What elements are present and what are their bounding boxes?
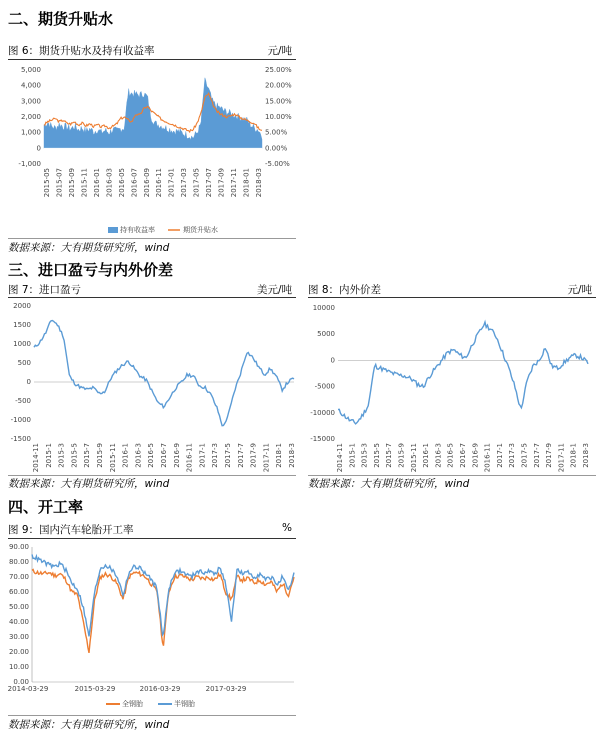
fig9-y-tick-0: 90.00: [8, 543, 29, 551]
fig6-x-tick-11: 2017-03: [180, 168, 189, 198]
fig7-series-0-line: [34, 321, 294, 426]
fig6-yright-tick-1: 20.00%: [265, 81, 292, 90]
fig6-x-tick-10: 2017-01: [167, 168, 176, 198]
fig6-yright-tick-0: 25.00%: [265, 66, 292, 74]
fig8-x-tick-20: 2018-3: [582, 443, 590, 468]
fig8-x-tick-13: 2017-1: [495, 443, 504, 468]
figure-6-chart: [8, 60, 296, 238]
fig7-x-tick-0: 2014-11: [32, 443, 40, 473]
fig6-yright-tick-3: 10.00%: [265, 113, 292, 121]
fig7-x-tick-11: 2016-9: [172, 443, 181, 468]
fig8-x-tick-16: 2017-7: [532, 443, 541, 468]
figure-7-title: 图 7：进口盈亏: [8, 284, 82, 296]
figure-6-bottom-rule: [8, 238, 296, 239]
fig8-x-tick-2: 2015-3: [360, 443, 369, 468]
figure-8-chart: [308, 298, 596, 474]
fig7-x-tick-3: 2015-5: [70, 443, 79, 468]
fig8-x-tick-0: 2014-11: [336, 443, 344, 473]
fig7-x-tick-19: 2018-1: [275, 443, 284, 468]
fig8-x-tick-8: 2016-3: [434, 443, 443, 468]
fig7-y-tick-3: 500: [17, 359, 31, 367]
fig9-y-tick-8: 10.00: [8, 663, 29, 671]
fig7-y-tick-7: -1500: [10, 435, 31, 443]
fig7-x-tick-12: 2016-11: [185, 443, 194, 473]
fig9-y-tick-6: 30.00: [8, 633, 29, 641]
fig6-legend-line-label: 期货升贴水: [183, 226, 218, 234]
fig6-x-tick-2: 2015-09: [67, 168, 76, 198]
fig8-y-tick-3: -5000: [314, 382, 335, 391]
fig6-yleft-tick-5: 0: [36, 144, 41, 153]
fig6-yright-tick-6: -5.00%: [265, 160, 290, 168]
figure-6-source: 数据来源：大有期货研究所，wind: [8, 242, 170, 254]
fig8-y-tick-2: 0: [330, 356, 335, 365]
section-heading-operating-rate: 四、开工率: [8, 498, 84, 516]
fig7-x-tick-4: 2015-7: [83, 443, 92, 468]
fig7-y-tick-1: 1500: [13, 321, 31, 329]
fig8-x-tick-7: 2016-1: [422, 443, 431, 468]
fig9-x-tick-3: 2017-03-29: [205, 685, 247, 693]
fig7-y-tick-0: 2000: [13, 302, 31, 310]
fig6-x-tick-3: 2015-11: [80, 168, 89, 198]
fig7-x-tick-2: 2015-3: [57, 443, 66, 468]
fig6-x-tick-16: 2018-01: [242, 168, 251, 198]
figure-9-chart: [8, 539, 296, 714]
fig6-x-tick-9: 2016-11: [155, 168, 164, 198]
section-heading-futures-basis: 二、期货升贴水: [8, 10, 114, 28]
fig6-x-tick-0: 2015-05: [43, 168, 51, 198]
fig7-x-tick-7: 2016-1: [121, 443, 130, 468]
fig7-x-tick-9: 2016-5: [147, 443, 156, 468]
fig8-y-tick-1: 5000: [317, 330, 335, 339]
fig6-legend-area-swatch: [108, 227, 118, 233]
fig8-y-tick-4: -10000: [310, 408, 335, 417]
figure-8-source: 数据来源：大有期货研究所，wind: [308, 478, 470, 490]
fig7-x-tick-6: 2015-11: [108, 443, 117, 473]
fig6-yright-tick-5: 0.00%: [265, 144, 288, 153]
fig7-x-tick-10: 2016-7: [160, 443, 168, 468]
fig7-y-tick-4: 0: [26, 378, 31, 386]
fig8-series-0-line: [338, 322, 588, 424]
figure-7-chart: [8, 298, 296, 474]
fig9-x-tick-2: 2016-03-29: [139, 685, 181, 693]
fig8-x-tick-11: 2016-9: [471, 443, 480, 468]
figure-6-title: 图 6：期货升贴水及持有收益率: [8, 45, 155, 57]
fig9-y-tick-3: 60.00: [8, 588, 29, 596]
figure-8-unit: 元/吨: [567, 284, 592, 296]
figure-8-title: 图 8：内外价差: [308, 284, 382, 296]
fig8-x-tick-10: 2016-7: [459, 443, 467, 468]
fig8-x-tick-5: 2015-9: [397, 443, 406, 468]
fig9-y-tick-7: 20.00: [8, 648, 29, 656]
fig9-y-tick-9: 0.00: [13, 678, 29, 686]
fig9-series-1-line: [32, 554, 294, 636]
fig6-x-tick-14: 2017-09: [217, 168, 226, 198]
fig7-x-tick-17: 2017-9: [249, 443, 258, 468]
fig8-x-tick-14: 2017-3: [508, 443, 517, 468]
fig6-yleft-tick-4: 1,000: [20, 128, 41, 137]
fig6-yleft-tick-1: 4,000: [20, 81, 41, 90]
fig9-y-tick-5: 40.00: [8, 618, 29, 626]
fig6-yleft-tick-3: 2,000: [20, 113, 41, 121]
fig8-x-tick-6: 2015-11: [409, 443, 418, 473]
fig6-x-tick-15: 2017-11: [230, 168, 239, 198]
fig6-x-tick-13: 2017-07: [205, 168, 214, 198]
fig8-y-tick-0: 10000: [312, 304, 335, 312]
fig9-y-tick-1: 80.00: [8, 558, 29, 566]
fig9-legend-semisteel-label: 半钢胎: [174, 700, 195, 708]
fig6-x-tick-17: 2018-03: [255, 168, 263, 198]
fig7-y-tick-6: -1000: [10, 416, 31, 424]
figure-9-bottom-rule: [8, 715, 296, 716]
figure-6-unit: 元/吨: [267, 45, 292, 57]
fig7-x-tick-5: 2015-9: [96, 443, 104, 468]
fig6-yleft-tick-0: 5,000: [20, 66, 41, 74]
fig6-x-tick-1: 2015-07: [55, 168, 64, 198]
fig6-x-tick-6: 2016-05: [117, 168, 126, 198]
fig6-yleft-tick-2: 3,000: [20, 97, 41, 106]
fig8-x-tick-9: 2016-5: [446, 443, 455, 468]
figure-9-title: 图 9：国内汽车轮胎开工率: [8, 524, 134, 536]
fig8-x-tick-12: 2016-11: [483, 443, 492, 473]
fig6-yleft-tick-6: -1,000: [18, 160, 41, 168]
fig9-x-tick-1: 2015-03-29: [74, 685, 116, 693]
fig6-x-tick-5: 2016-03: [105, 168, 114, 198]
fig6-x-tick-4: 2016-01: [92, 168, 101, 198]
figure-9-source: 数据来源：大有期货研究所，wind: [8, 719, 170, 731]
fig6-x-tick-8: 2016-09: [142, 168, 151, 198]
fig6-yright-tick-4: 5.00%: [265, 128, 288, 137]
fig8-x-tick-1: 2015-1: [348, 443, 357, 468]
fig7-y-tick-2: 1000: [13, 340, 31, 348]
figure-7-unit: 美元/吨: [256, 284, 292, 296]
figure-9-unit: %: [282, 522, 292, 534]
fig7-x-tick-16: 2017-7: [236, 443, 245, 468]
fig7-y-tick-5: -500: [15, 397, 31, 405]
fig7-x-tick-13: 2017-1: [198, 443, 207, 468]
fig8-x-tick-17: 2017-9: [545, 443, 554, 468]
fig7-x-tick-8: 2016-3: [134, 443, 143, 468]
fig8-y-tick-5: -15000: [310, 435, 335, 443]
fig6-x-tick-7: 2016-07: [130, 168, 139, 198]
fig7-x-tick-1: 2015-1: [44, 443, 53, 468]
fig7-x-tick-18: 2017-11: [262, 443, 271, 473]
fig6-series-carry-yield-area: [44, 78, 262, 149]
fig6-yright-tick-2: 15.00%: [265, 97, 292, 106]
fig8-x-tick-3: 2015-5: [372, 443, 381, 468]
fig8-x-tick-18: 2017-11: [557, 443, 566, 473]
figure-7-source: 数据来源：大有期货研究所，wind: [8, 478, 170, 490]
fig8-x-tick-19: 2018-1: [569, 443, 578, 468]
fig7-x-tick-15: 2017-5: [224, 443, 232, 468]
fig9-y-tick-4: 50.00: [8, 603, 29, 611]
fig7-x-tick-14: 2017-3: [211, 443, 220, 468]
fig8-x-tick-15: 2017-5: [520, 443, 529, 468]
fig6-legend-area-label: 持有收益率: [120, 226, 155, 234]
fig9-y-tick-2: 70.00: [8, 573, 29, 581]
fig6-x-tick-12: 2017-05: [192, 168, 201, 198]
fig9-legend-steel-label: 全钢胎: [122, 700, 143, 708]
fig9-x-tick-0: 2014-03-29: [7, 685, 49, 693]
fig7-x-tick-20: 2018-3: [288, 443, 296, 468]
fig8-x-tick-4: 2015-7: [385, 443, 394, 468]
section-heading-import-margin: 三、进口盈亏与内外价差: [8, 261, 174, 279]
